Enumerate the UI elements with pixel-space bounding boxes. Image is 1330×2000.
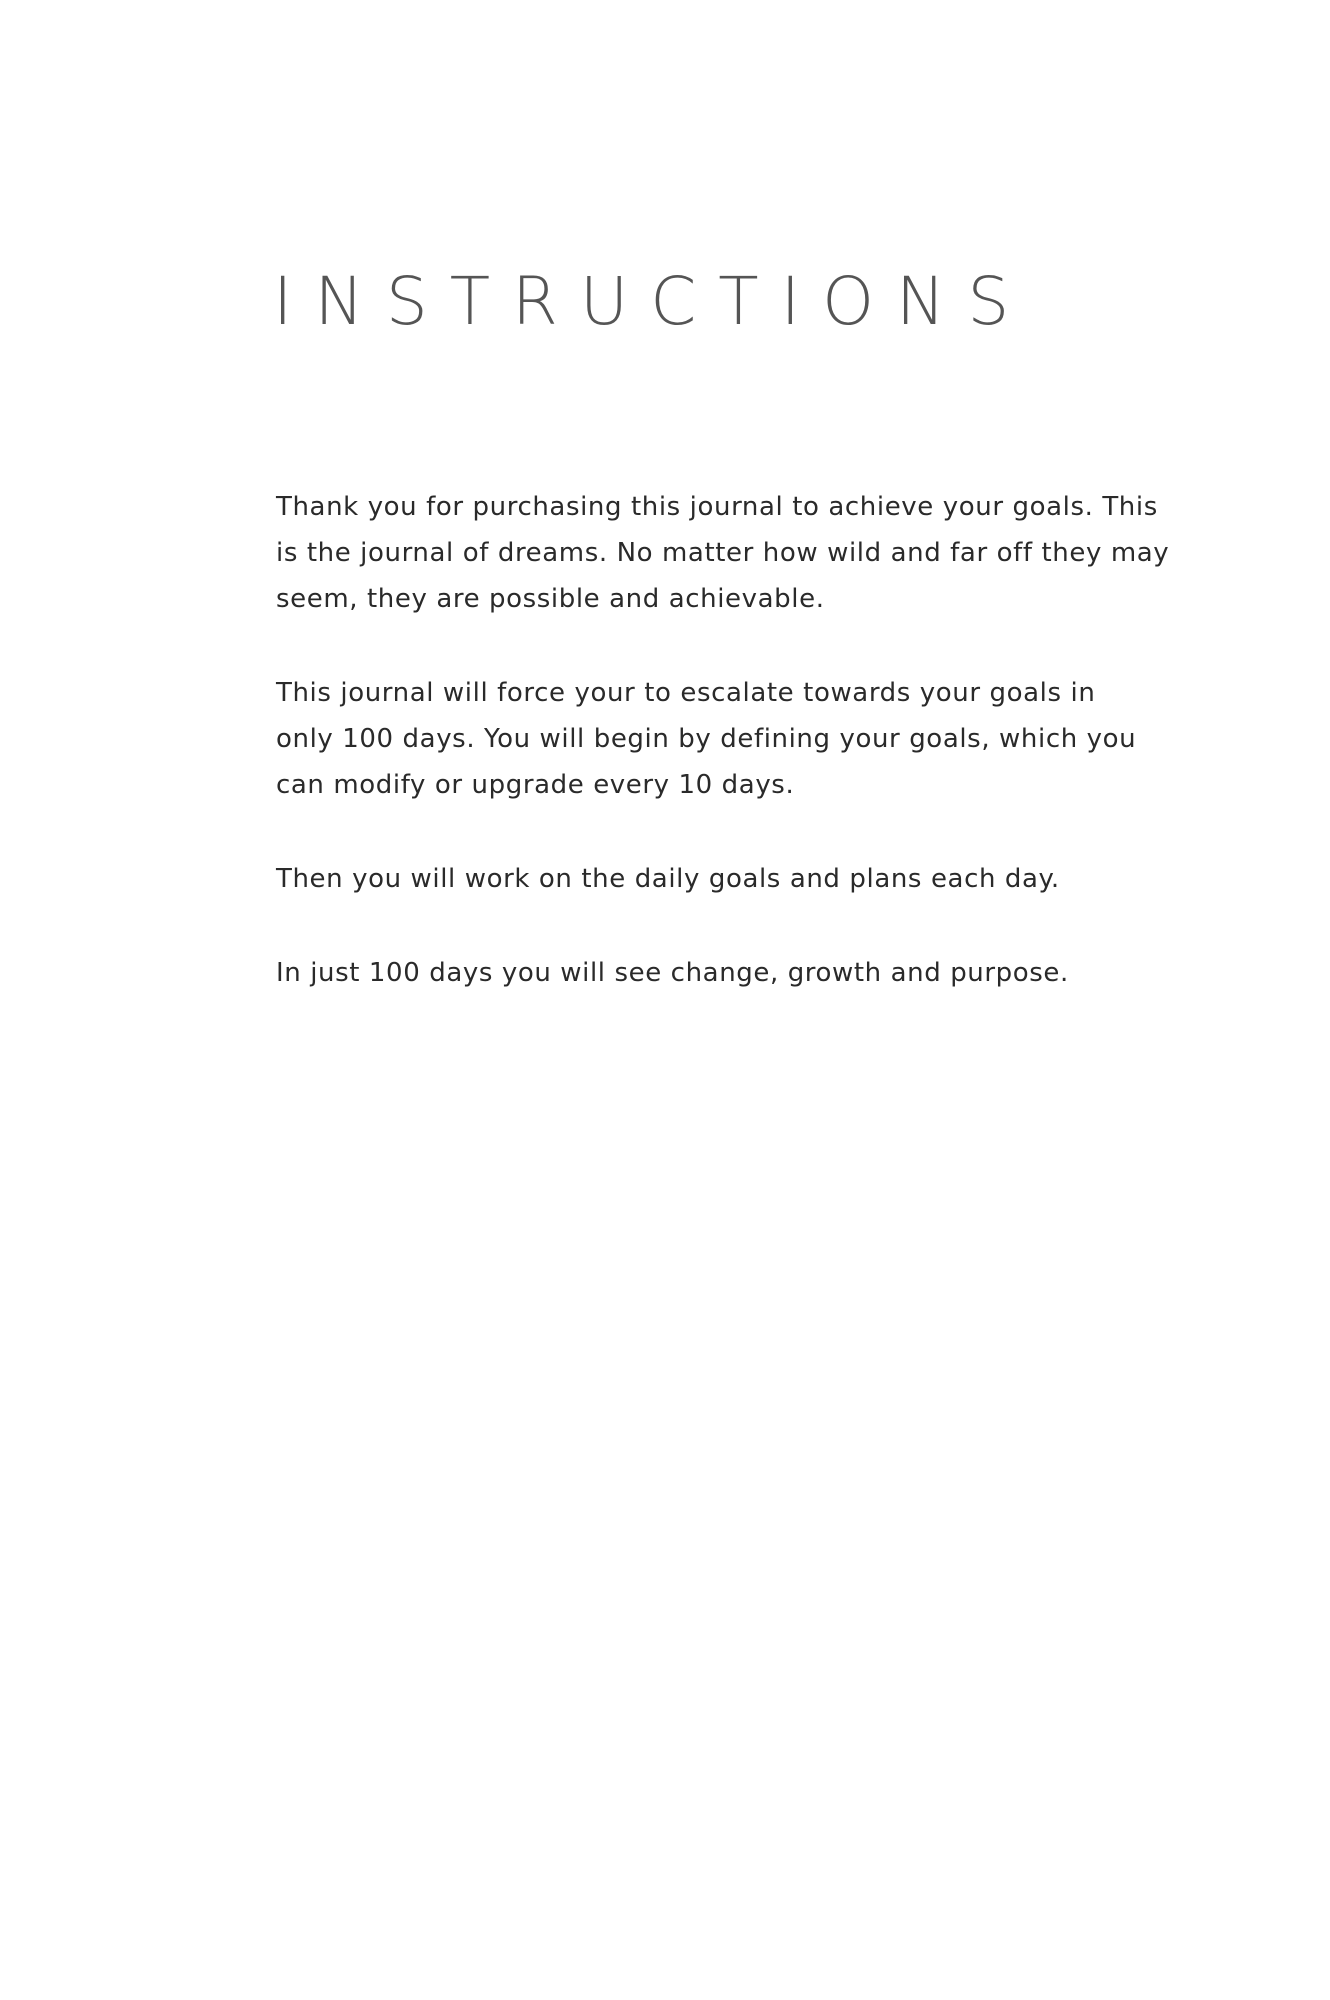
text-line: This journal will force your to escalate towards your goals in [276,678,1096,708]
text-line: can modify or upgrade every 10 days. [276,770,795,800]
text-line: seem, they are possible and achievable. [276,584,825,614]
text-line: only 100 days. You will begin by defining your goals, which you [276,724,1137,754]
paragraph-outcome [276,950,1136,996]
text-line: is the journal of dreams. No matter how wild and far off they may [276,538,1170,568]
page-title: INSTRUCTIONS [273,263,1032,340]
text-line: In just 100 days you will see change, growth and purpose. [276,958,1069,988]
text-line: Thank you for purchasing this journal to achieve your goals. This [276,492,1158,522]
paragraph-daily [276,856,1136,902]
text-line: Then you will work on the daily goals and plans each day. [276,864,1060,894]
paragraph-intro [276,484,1170,622]
instructions-body [276,484,1170,996]
paragraph-method [276,670,1136,808]
